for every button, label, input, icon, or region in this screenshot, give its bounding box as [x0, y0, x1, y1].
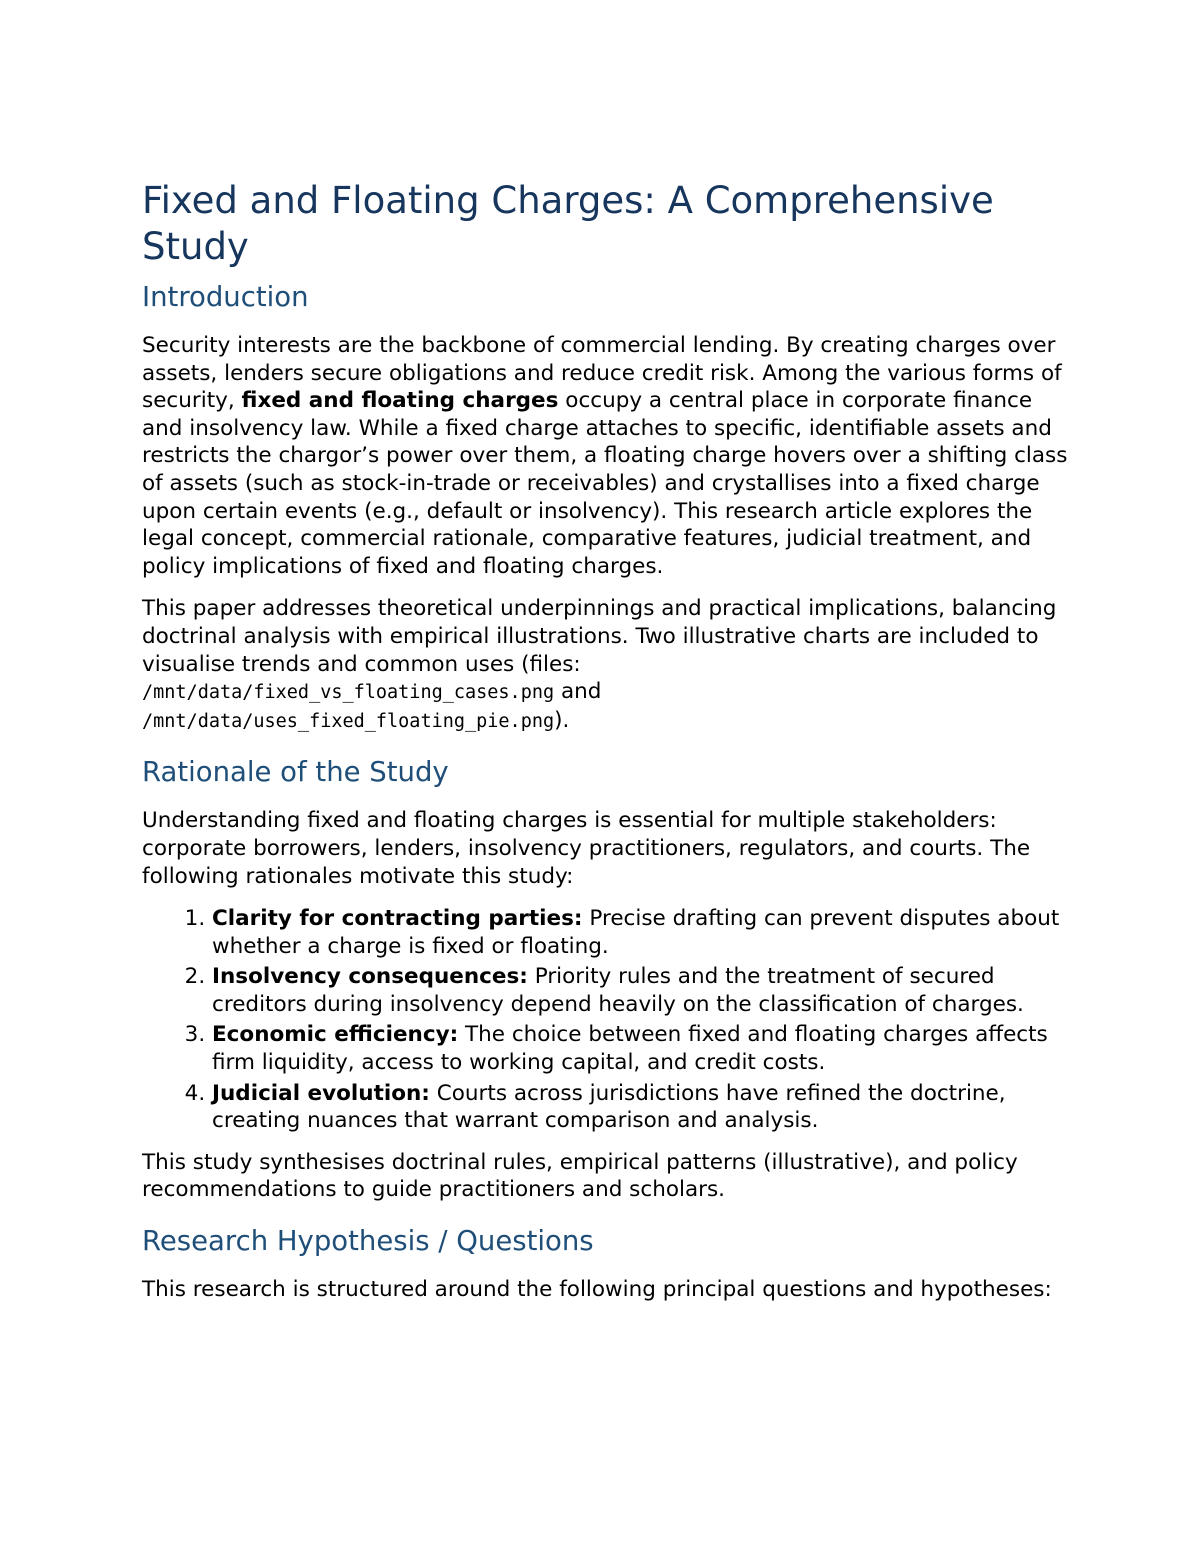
- intro-paragraph-2: [142, 595, 1072, 735]
- list-item: [212, 1080, 1072, 1135]
- rationale-paragraph-1: Understanding fixed and floating charges is essential for multiple stakeholders: corporate borrowers, lenders, insolvency practitioners, regulators, and courts. The following rationales motivate this study:: [142, 808, 1031, 889]
- list-item-text: Priority rules and the treatment of secured creditors during insolvency depend heavily on the classification of charges.: [212, 964, 1024, 1017]
- list-item-bold: Economic efficiency:: [212, 1022, 459, 1048]
- file-path-1: /mnt/data/fixed_vs_floating_cases.png: [142, 682, 555, 704]
- intro-p2-end: ).: [554, 707, 570, 733]
- intro-p1-text-b: occupy a central place in corporate finance and insolvency law. While a fixed charge attaches to specific, identifiable assets and restricts the chargor’s power over them, a floating charge hovers over a shifting class of assets (such as stock-in-trade or receivables) and crystallises into a fixed charge upon certain events (e.g., default or insolvency). This research article explores the legal concept, commercial rationale, comparative features, judicial treatment, and policy implications of fixed and floating charges.: [142, 388, 1068, 579]
- research-paragraph-1: This research is structured around the following principal questions and hypotheses:: [142, 1277, 1052, 1303]
- list-item-bold: Clarity for contracting parties:: [212, 906, 583, 932]
- intro-p2-and: and: [554, 679, 602, 705]
- list-item: [212, 905, 1072, 960]
- list-item-text: Precise drafting can prevent disputes about whether a charge is fixed or floating.: [212, 906, 1060, 959]
- intro-p2-text-a: This paper addresses theoretical underpinnings and practical implications, balancing doctrinal analysis with empirical illustrations. Two illustrative charts are included to visualise trends and common uses (files:: [142, 596, 1057, 677]
- list-item-text: The choice between fixed and floating charges affects firm liquidity, access to working capital, and credit costs.: [212, 1022, 1048, 1076]
- list-item-text: Courts across jurisdictions have refined the doctrine, creating nuances that warrant comparison and analysis.: [212, 1080, 1006, 1134]
- document-page: [142, 178, 1072, 1319]
- intro-paragraph-1: [142, 332, 1072, 580]
- intro-p1-text-a: Security interests are the backbone of commercial lending. By creating charges over assets, lenders secure obligations and reduce credit risk. Among the various forms of security,: [142, 333, 1062, 414]
- heading-research: Research Hypothesis / Questions: [142, 1225, 594, 1258]
- list-item: [212, 1021, 1072, 1076]
- intro-p1-bold: fixed and floating charges: [241, 388, 559, 414]
- rationale-list: [142, 905, 1072, 1135]
- file-path-2: /mnt/data/uses_fixed_floating_pie.png: [142, 710, 555, 732]
- list-item: [212, 963, 1072, 1018]
- document-title: Fixed and Floating Charges: A Comprehensive Study: [142, 179, 994, 268]
- list-item-bold: Judicial evolution:: [212, 1080, 430, 1106]
- list-item-bold: Insolvency consequences:: [212, 964, 528, 990]
- heading-introduction: Introduction: [142, 281, 309, 313]
- heading-rationale: Rationale of the Study: [142, 756, 449, 789]
- rationale-paragraph-2: This study synthesises doctrinal rules, empirical patterns (illustrative), and policy recommendations to guide practitioners and scholars.: [142, 1149, 1018, 1203]
